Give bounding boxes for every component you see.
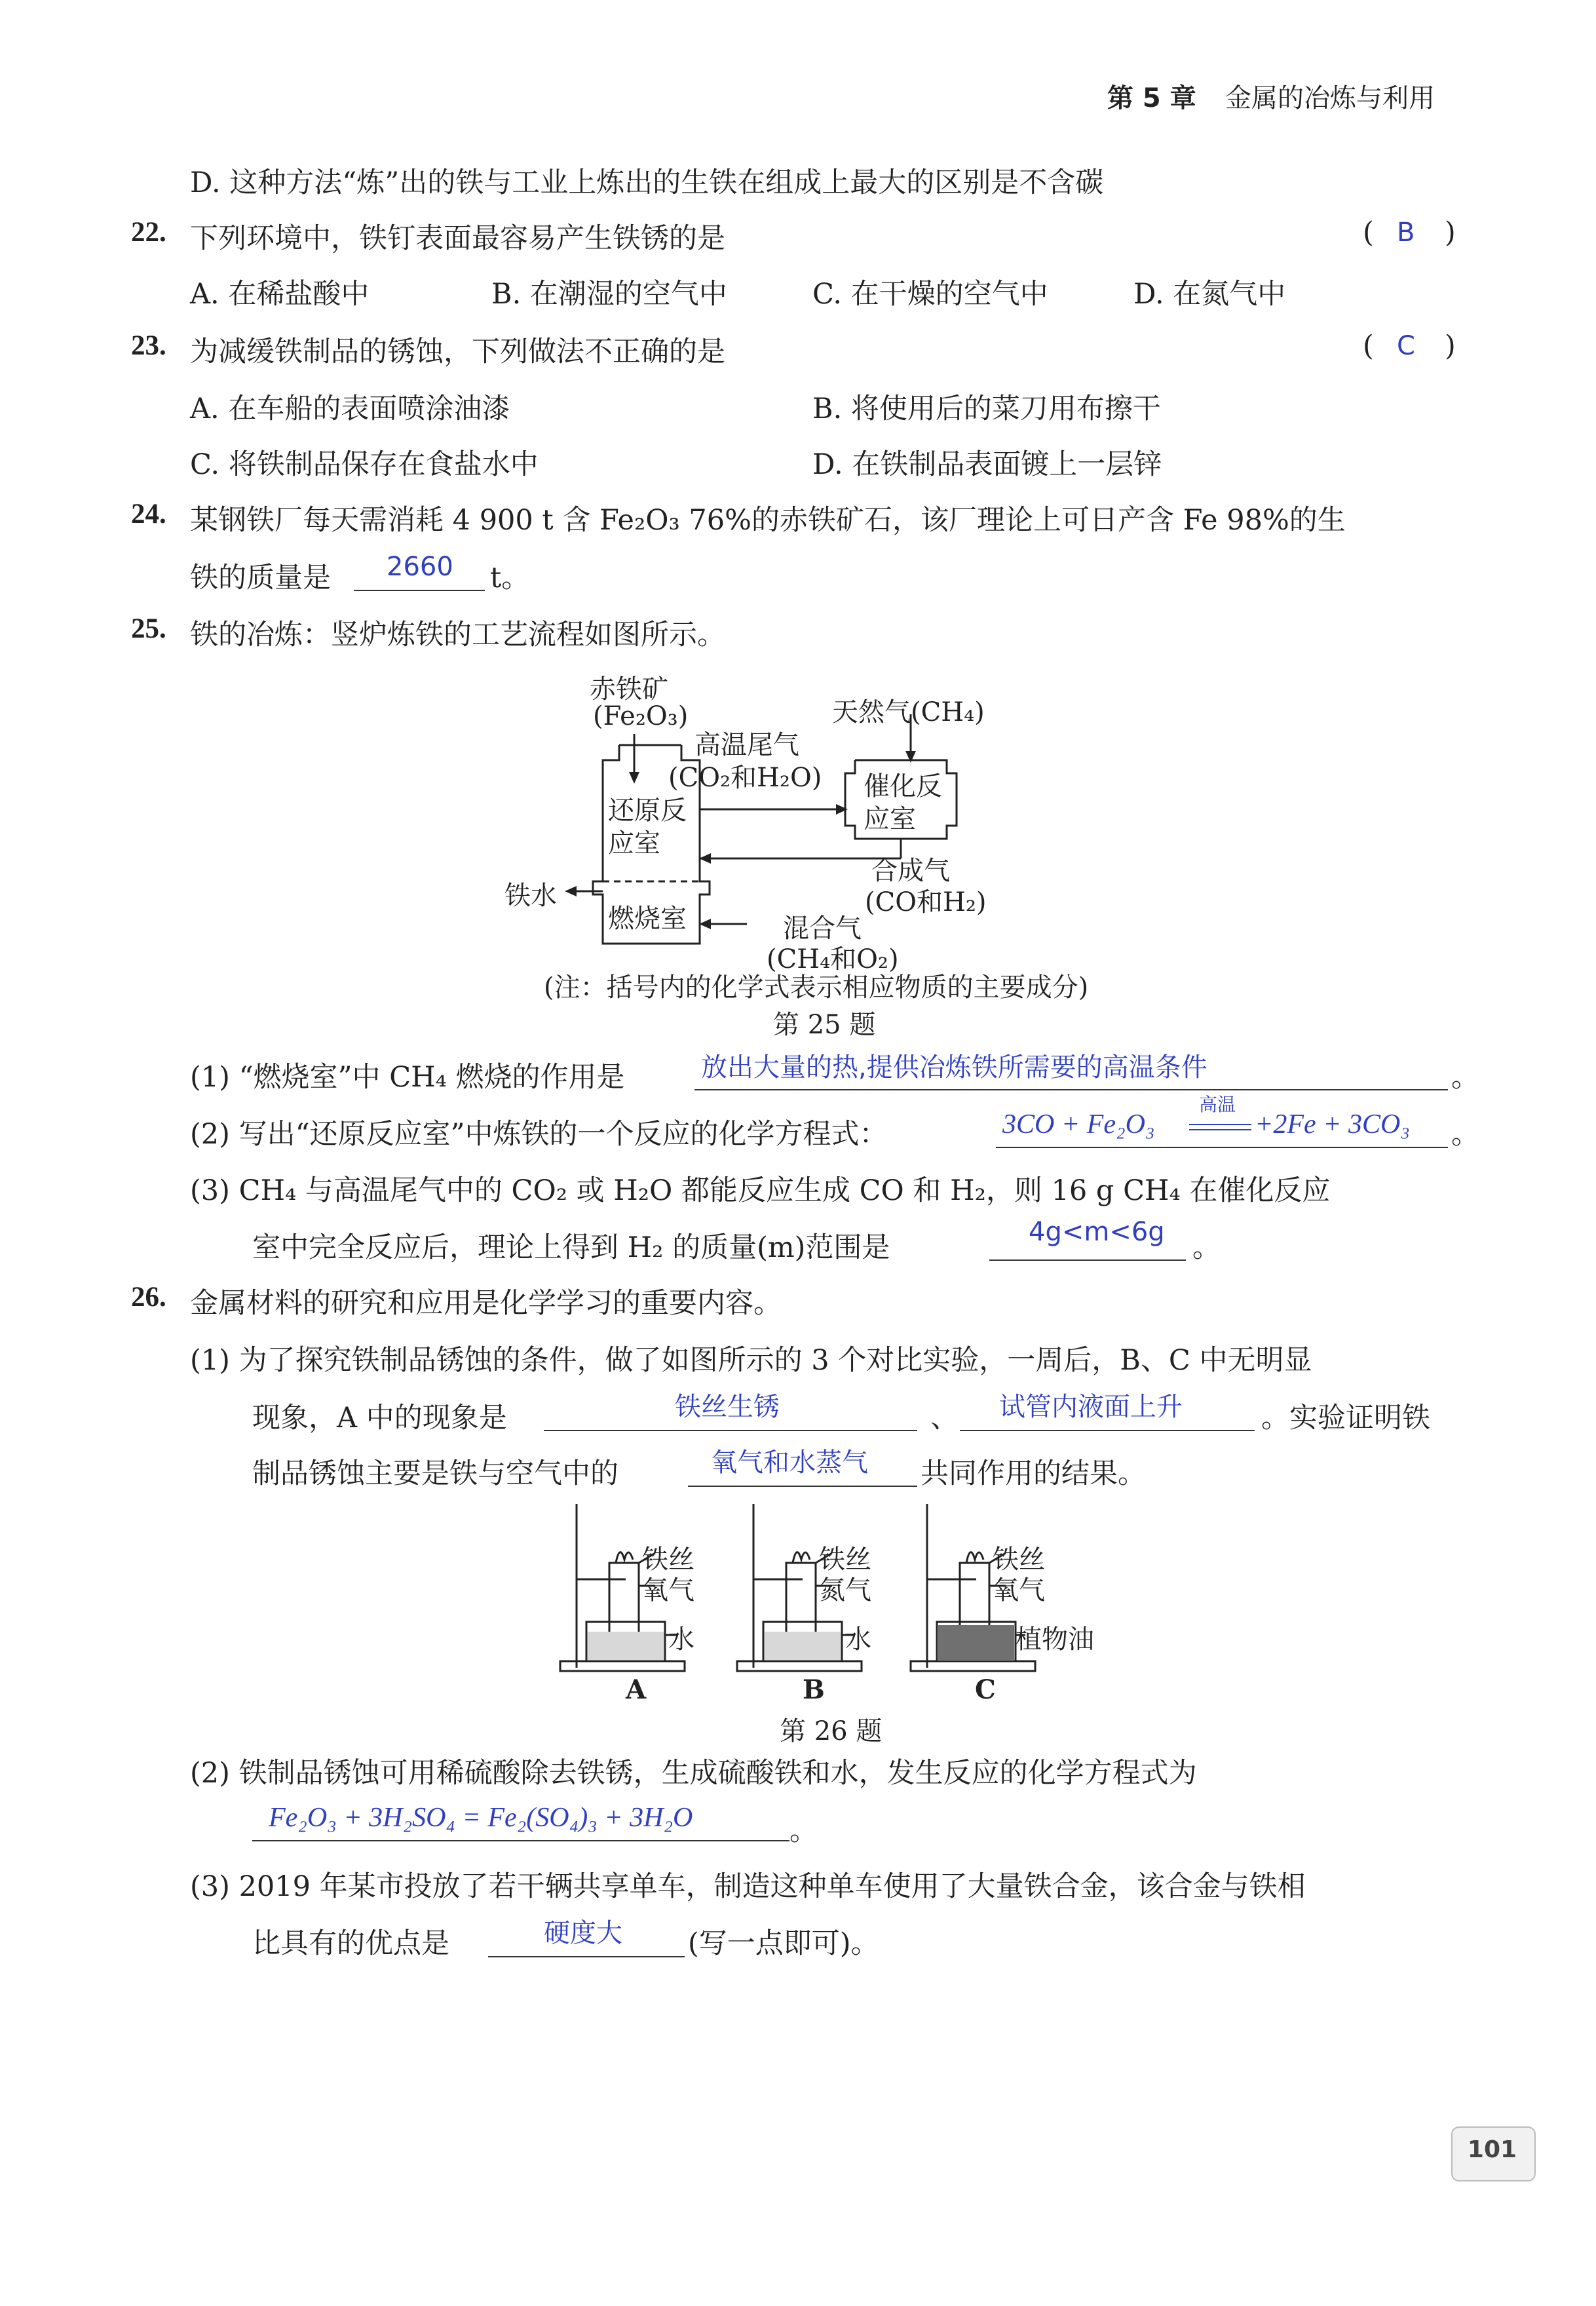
fig25-caption: 第 25 题 (773, 1010, 876, 1040)
q23-paren-left: ( (1363, 330, 1374, 362)
fig26-caption: 第 26 题 (780, 1716, 883, 1746)
fig25-catalytic-2: 应室 (864, 804, 916, 834)
q26-p1-sep: 、 (930, 1402, 959, 1434)
q26-p3-answer: 硬度大 (544, 1918, 622, 1948)
chapter-title: 金属的冶炼与利用 (1225, 83, 1435, 113)
fig26-a-gas: 氧气 (642, 1575, 694, 1605)
q26-p1-answer3: 氧气和水蒸气 (711, 1448, 868, 1478)
q26-p3-blank (488, 1956, 685, 1957)
q26-p2-answer: Fe₂O₃ + 3H₂SO₄ = Fe₂(SO₄)₃ + 3H₂O (269, 1803, 693, 1833)
q25-p2-condition: 高温 (1199, 1094, 1236, 1115)
q26-p1-line2-end: 。实验证明铁 (1261, 1402, 1430, 1434)
oil-c (938, 1625, 1014, 1660)
q22-answer: B (1397, 218, 1415, 248)
q23-option-b: B. 将使用后的菜刀用布擦干 (812, 393, 1161, 425)
fig26-c-gas: 氧气 (993, 1575, 1045, 1605)
q25-p1-end: 。 (1451, 1061, 1479, 1094)
q25-p2-answer-right: +2Fe + 3CO₃ (1255, 1109, 1410, 1140)
q23-option-a: A. 在车船的表面喷涂油漆 (190, 393, 510, 425)
q26-p1-answer2: 试管内液面上升 (999, 1392, 1183, 1422)
q26-p1-line2-prefix: 现象，A 中的现象是 (252, 1402, 507, 1434)
q24-unit: t。 (490, 562, 530, 594)
q23-option-c: C. 将铁制品保存在食盐水中 (190, 448, 539, 481)
q25-p1-answer: 放出大量的热,提供冶炼铁所需要的高温条件 (701, 1052, 1207, 1083)
fig26-b-liquid: 水 (845, 1624, 871, 1655)
q23-number: 23. (131, 330, 166, 361)
liquid-b (765, 1632, 841, 1660)
q26-p2-line1: (2) 铁制品锈蚀可用稀硫酸除去铁锈，生成硫酸铁和水，发生反应的化学方程式为 (190, 1757, 1197, 1790)
q21-option-d: D. 这种方法“炼”出的铁与工业上炼出的生铁在组成上最大的区别是不含碳 (190, 166, 1104, 199)
fig26-a-wire: 铁丝 (642, 1545, 694, 1575)
q26-p1-line3-prefix: 制品锈蚀主要是铁与空气中的 (252, 1457, 618, 1490)
fig26-a-label: A (626, 1674, 647, 1705)
fig25-ore-formula: (Fe₂O₃) (593, 701, 689, 731)
q22-paren-left: ( (1363, 216, 1374, 249)
q25-stem: 铁的冶炼：竖炉炼铁的工艺流程如图所示。 (190, 619, 725, 651)
fig25-reduction-2: 应室 (608, 828, 660, 858)
fig25-mixed-formula: (CH₄和O₂) (767, 944, 899, 974)
q25-p2-answer-left: 3CO + Fe₂O₃ (1002, 1109, 1155, 1140)
q26-p1-answer1: 铁丝生锈 (675, 1392, 780, 1422)
q25-p3-line1: (3) CH₄ 与高温尾气中的 CO₂ 或 H₂O 都能反应生成 CO 和 H₂，则 16 g CH₄ 在催化反应 (190, 1174, 1331, 1207)
q26-number: 26. (131, 1282, 166, 1313)
q25-p1-prefix: (1) “燃烧室”中 CH₄ 燃烧的作用是 (190, 1061, 625, 1094)
fig25-catalytic-1: 催化反 (864, 771, 942, 801)
q23-paren-right: ) (1445, 330, 1456, 362)
q23-option-d: D. 在铁制品表面镀上一层锌 (812, 448, 1162, 481)
page-number: 101 (1467, 2136, 1517, 2163)
q22-option-b: B. 在潮湿的空气中 (491, 278, 727, 311)
q25-number: 25. (131, 613, 166, 644)
fig25-exhaust-formula: (CO₂和H₂O) (668, 763, 822, 793)
q25-p2-prefix: (2) 写出“还原反应室”中炼铁的一个反应的化学方程式： (190, 1118, 888, 1151)
q26-p1-line3-end: 共同作用的结果。 (921, 1457, 1146, 1490)
fig26-c-liquid: 植物油 (1016, 1624, 1094, 1655)
q23-stem: 为减缓铁制品的锈蚀，下列做法不正确的是 (190, 336, 725, 368)
q26-stem: 金属材料的研究和应用是化学学习的重要内容。 (190, 1287, 782, 1320)
q24-number: 24. (131, 499, 166, 529)
chapter-label: 第 5 章 (1107, 83, 1196, 113)
fig25-reduction-1: 还原反 (608, 796, 687, 826)
q24-line1: 某钢铁厂每天需消耗 4 900 t 含 Fe₂O₃ 76%的赤铁矿石，该厂理论上可日产含 Fe 98%的生 (190, 504, 1346, 537)
fig26-b-label: B (803, 1674, 825, 1705)
fig26-b-gas: 氮气 (819, 1575, 871, 1605)
q24-answer: 2660 (387, 552, 453, 582)
q22-option-d: D. 在氮气中 (1133, 278, 1286, 311)
q22-number: 22. (131, 217, 166, 248)
fig25-syngas-formula: (CO和H₂) (865, 887, 987, 917)
q23-answer: C (1397, 331, 1415, 361)
fig25-note: (注：括号内的化学式表示相应物质的主要成分) (544, 972, 1089, 1003)
q26-p1-line1: (1) 为了探究铁制品锈蚀的条件，做了如图所示的 3 个对比实验，一周后，B、C 中无明显 (190, 1344, 1312, 1377)
q25-p3-answer: 4g<m<6g (1029, 1217, 1165, 1247)
q26-p3-line1: (3) 2019 年某市投放了若干辆共享单车，制造这种单车使用了大量铁合金，该合金与铁相 (190, 1870, 1306, 1903)
fig25-iron-water: 铁水 (504, 881, 557, 911)
fig26-a-liquid: 水 (668, 1624, 694, 1655)
fig25-natural-gas: 天然气(CH₄) (832, 697, 985, 727)
fig25-syngas: 合成气 (871, 856, 950, 886)
fig26-c-label: C (975, 1674, 996, 1705)
q26-p2-blank (252, 1840, 789, 1841)
fig25-ore: 赤铁矿 (590, 674, 668, 704)
liquid-a (588, 1632, 664, 1660)
q26-p3-line2-prefix: 比具有的优点是 (252, 1927, 449, 1960)
fig25-combustion: 燃烧室 (608, 904, 687, 934)
q25-p3-line2-prefix: 室中完全反应后，理论上得到 H₂ 的质量(m)范围是 (252, 1231, 890, 1264)
q25-p2-end: 。 (1451, 1118, 1479, 1151)
fig26-c-wire: 铁丝 (993, 1545, 1045, 1575)
q24-line2-prefix: 铁的质量是 (190, 562, 331, 594)
q22-stem: 下列环境中，铁钉表面最容易产生铁锈的是 (190, 222, 725, 255)
q22-option-c: C. 在干燥的空气中 (812, 278, 1048, 311)
fig25-exhaust: 高温尾气 (694, 730, 799, 760)
q25-p3-end: 。 (1192, 1231, 1221, 1264)
q26-p3-line2-end: (写一点即可)。 (688, 1927, 879, 1960)
fig26-b-wire: 铁丝 (819, 1545, 871, 1575)
q22-paren-right: ) (1445, 216, 1456, 249)
q22-option-a: A. 在稀盐酸中 (190, 278, 370, 311)
q26-p2-end: 。 (789, 1815, 818, 1847)
fig25-mixed-gas: 混合气 (783, 913, 862, 944)
